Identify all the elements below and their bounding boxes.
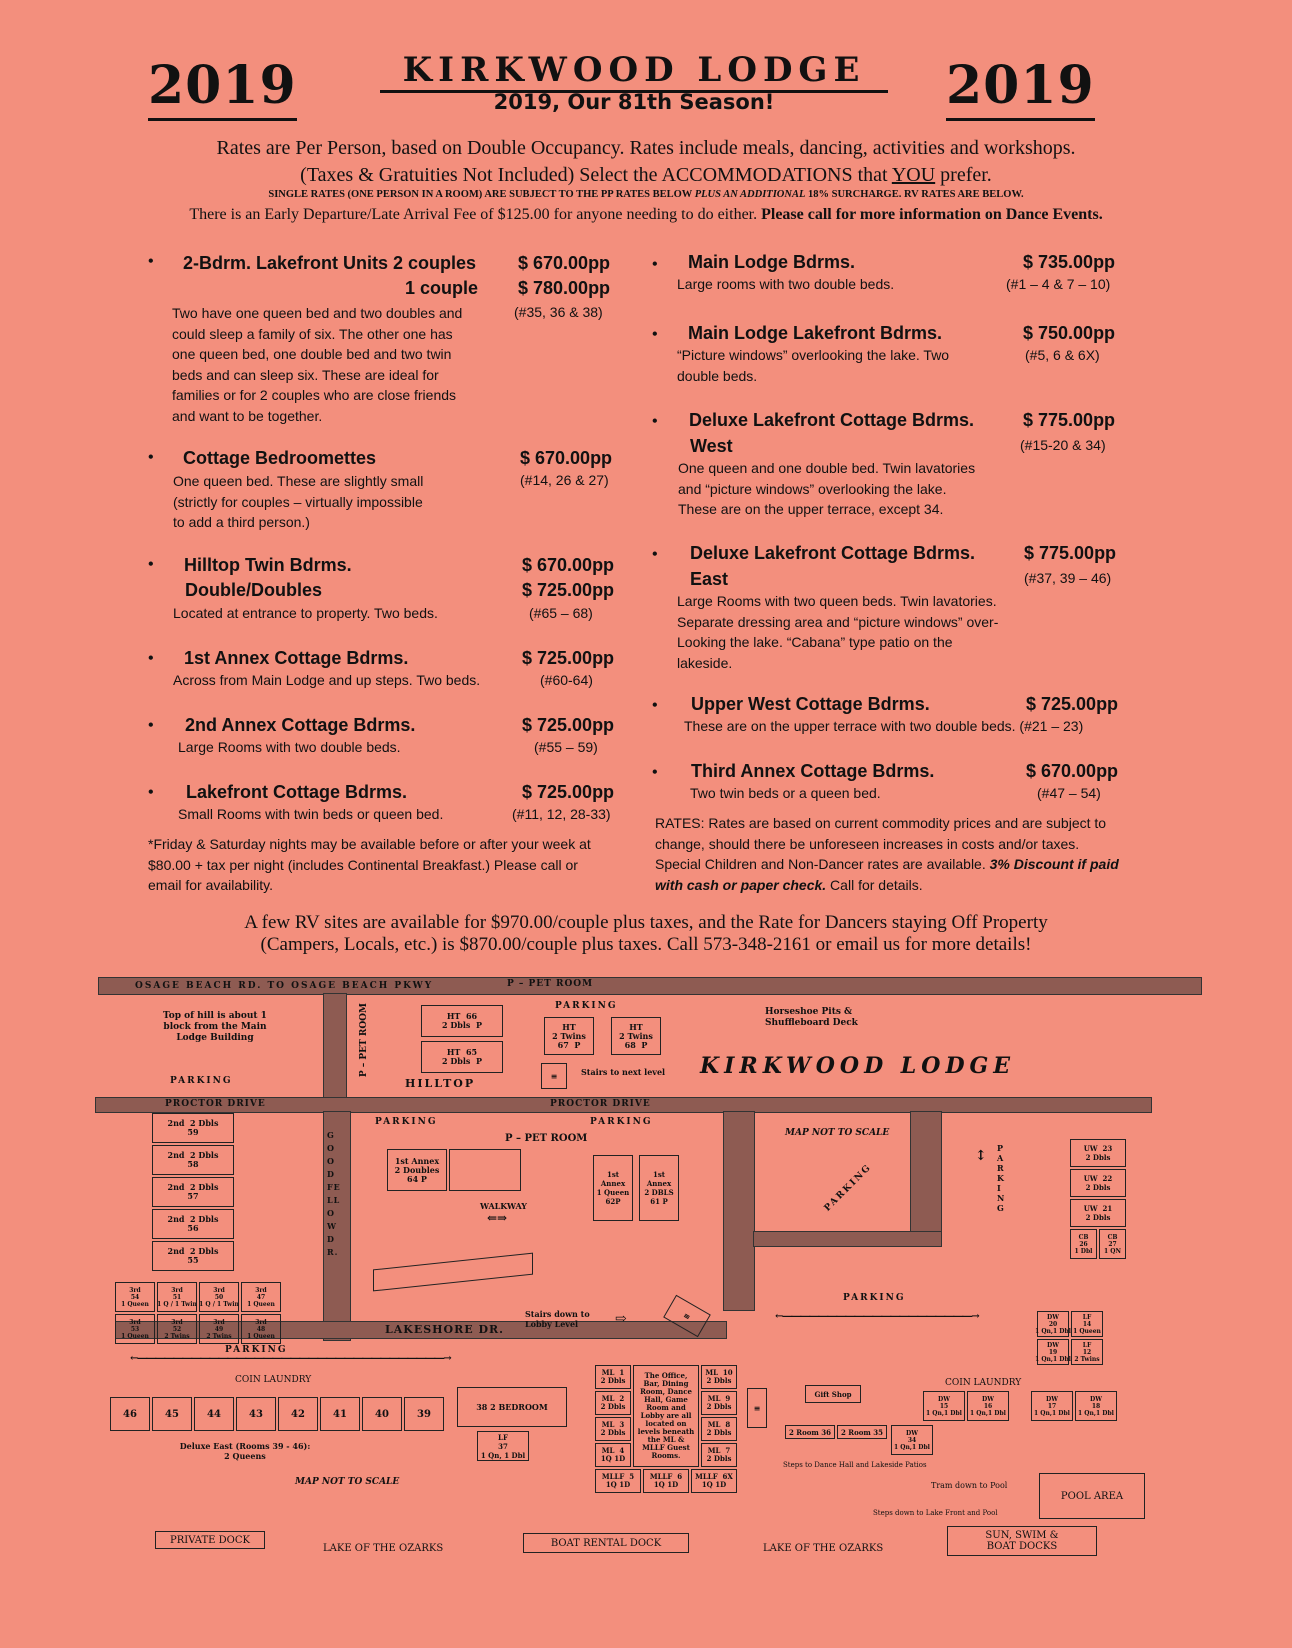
room-50: 3rd 50 1 Q / 1 Twin bbox=[199, 1282, 239, 1312]
stairs-lobby-label: Stairs down to Lobby Level bbox=[525, 1309, 590, 1329]
note-line: *Friday & Saturday nights may be available before or after your week at bbox=[148, 836, 591, 852]
room-numbers: (#11, 12, 28-33) bbox=[512, 806, 611, 822]
season-subtitle: 2019, Our 81th Season! bbox=[493, 90, 775, 114]
hilltop-66: HT 66 2 Dbls P bbox=[421, 1005, 503, 1037]
room-numbers: (#35, 36 & 38) bbox=[514, 304, 603, 320]
room-dw20: DW 20 1 Qn,1 Dbl bbox=[1037, 1311, 1069, 1337]
boat-rental-dock: BOAT RENTAL DOCK bbox=[523, 1533, 689, 1553]
east-road bbox=[910, 1111, 942, 1243]
intro-line-4-bold: Please call for more information on Dance Events. bbox=[761, 206, 1103, 223]
map-brand: KIRKWOOD LODGE bbox=[700, 1053, 1016, 1079]
rv-info bbox=[0, 912, 1292, 956]
intro-line-4 bbox=[0, 206, 1292, 224]
room-name: 2nd Annex Cottage Bdrms. bbox=[185, 715, 416, 735]
hilltop-68: HT 2 Twins 68 P bbox=[611, 1017, 661, 1055]
coin-laundry-right: COIN LAUNDRY bbox=[945, 1378, 1022, 1388]
room-description: Large rooms with two double beds. bbox=[677, 276, 895, 292]
room-name: Lakefront Cottage Bdrms. bbox=[186, 782, 408, 802]
bullet: • bbox=[148, 253, 154, 270]
room-name: Hilltop Twin Bdrms. bbox=[184, 555, 352, 575]
lake-label-right: LAKE OF THE OZARKS bbox=[763, 1543, 884, 1554]
room-dw15: DW 15 1 Qn,1 Dbl bbox=[923, 1391, 965, 1421]
bullet: • bbox=[652, 326, 658, 343]
bullet: • bbox=[148, 556, 154, 573]
pet-room-mid: P – PET ROOM bbox=[505, 1133, 588, 1144]
room-39: 39 bbox=[404, 1397, 444, 1431]
proctor-label-right: PROCTOR DRIVE bbox=[550, 1099, 651, 1109]
connector-road bbox=[753, 1231, 942, 1247]
room-mllf6x: MLLF 6X 1Q 1D bbox=[691, 1469, 737, 1493]
intro-line-2-you: YOU bbox=[891, 164, 936, 186]
room-price: $ 750.00pp bbox=[1023, 323, 1116, 343]
intro-line-2-a: (Taxes & Gratuities Not Included) Select the ACCOMMODATIONS that bbox=[300, 164, 892, 186]
desc-line: families or for 2 couples who are close friends bbox=[172, 387, 457, 403]
room-mllf5: MLLF 5 1Q 1D bbox=[595, 1469, 641, 1493]
room-name-2: Double/Doubles bbox=[185, 580, 323, 600]
room-ml2: ML 2 2 Dbls bbox=[595, 1391, 631, 1415]
bullet: • bbox=[148, 717, 154, 734]
bullet: • bbox=[148, 784, 154, 801]
room-42: 42 bbox=[278, 1397, 318, 1431]
room-name: Main Lodge Lakefront Bdrms. bbox=[688, 323, 943, 343]
pool-area: POOL AREA bbox=[1039, 1473, 1145, 1519]
goodfellow-label: GOODFELLOW DR. bbox=[327, 1130, 341, 1257]
desc-line: Large Rooms with two queen beds. Twin lavatories. bbox=[677, 593, 997, 609]
rv-line: (Campers, Locals, etc.) is $870.00/couple plus taxes. Call 573-348-2161 or email us for more details! bbox=[260, 934, 1032, 955]
room-55: 2nd 2 Dbls 55 bbox=[152, 1241, 234, 1271]
stairs-next-level: Stairs to next level bbox=[581, 1067, 666, 1077]
room-price: $ 725.00pp bbox=[1026, 694, 1119, 714]
room-52: 3rd 52 2 Twins bbox=[157, 1314, 197, 1344]
room-47: 3rd 47 1 Queen bbox=[241, 1282, 281, 1312]
room-numbers: (#55 – 59) bbox=[534, 739, 598, 755]
desc-line: One queen and one double bed. Twin lavatories bbox=[678, 460, 976, 476]
annex-block bbox=[449, 1149, 521, 1191]
room-44: 44 bbox=[194, 1397, 234, 1431]
stairs-icon: ≡ bbox=[747, 1388, 767, 1428]
room-price: $ 775.00pp bbox=[1024, 543, 1117, 563]
parking-label: PARKING bbox=[555, 1001, 618, 1011]
room-price: $ 670.00pp bbox=[522, 555, 615, 575]
property-map bbox=[95, 973, 1205, 1573]
desc-line: Two have one queen bed and two doubles and bbox=[172, 305, 463, 321]
room-56: 2nd 2 Dbls 56 bbox=[152, 1209, 234, 1239]
room-numbers: (#47 – 54) bbox=[1037, 785, 1101, 801]
note-line bbox=[655, 875, 1119, 896]
desc-line: and want to be together. bbox=[172, 407, 323, 424]
room-numbers: (#65 – 68) bbox=[529, 605, 593, 621]
desc-line: These are on the upper terrace, except 34. bbox=[678, 501, 944, 517]
note-line bbox=[655, 854, 1119, 875]
bullet: • bbox=[148, 449, 154, 466]
room-numbers: (#60-64) bbox=[540, 672, 593, 688]
gift-shop: Gift Shop bbox=[805, 1385, 861, 1403]
room-price-2: $ 780.00pp bbox=[518, 278, 611, 298]
annex-62: 1st Annex 1 Queen 62P bbox=[593, 1155, 633, 1221]
room-uw23: UW 23 2 Dbls bbox=[1070, 1139, 1126, 1167]
discount-text: 3% Discount if paid bbox=[989, 856, 1119, 872]
note-line: RATES: Rates are based on current commodity prices and are subject to bbox=[655, 815, 1107, 831]
left-right-arrow: ←――――――――――――――――――――――――――――――――――→ bbox=[130, 1353, 451, 1364]
room-uw21: UW 21 2 Dbls bbox=[1070, 1199, 1126, 1227]
lake-label-left: LAKE OF THE OZARKS bbox=[323, 1543, 444, 1554]
room-price-2: $ 725.00pp bbox=[522, 580, 615, 600]
stairs-icon: ≡ bbox=[663, 1295, 711, 1338]
desc-line: Separate dressing area and “picture windows” over- bbox=[677, 613, 999, 630]
hilltop-67: HT 2 Twins 67 P bbox=[544, 1017, 594, 1055]
arrow-right-icon: ⇨ bbox=[615, 1311, 627, 1327]
room-dw34: DW 34 1 Qn,1 Dbl bbox=[891, 1425, 933, 1455]
year-right: 2019 bbox=[946, 55, 1095, 121]
discount-text: with cash or paper check. bbox=[655, 876, 827, 893]
room-description bbox=[172, 303, 462, 426]
annex-64: 1st Annex 2 Doubles 64 P bbox=[387, 1149, 447, 1191]
stairs-icon: ≡ bbox=[541, 1063, 567, 1089]
room-dw16: DW 16 1 Qn,1 Dbl bbox=[967, 1391, 1009, 1421]
left-right-arrow: ←―――――――――――――――――――――→ bbox=[775, 1311, 979, 1322]
room-ml4: ML 4 1Q 1D bbox=[595, 1443, 631, 1467]
intro-line-3-em: PLUS AN ADDITIONAL bbox=[694, 189, 806, 200]
intro-line-3 bbox=[0, 189, 1292, 200]
pet-room-label: P – PET ROOM bbox=[507, 979, 594, 989]
room-uw22: UW 22 2 Dbls bbox=[1070, 1169, 1126, 1197]
unit-35: 2 Room 35 bbox=[837, 1425, 887, 1439]
note-line: email for availability. bbox=[148, 877, 274, 893]
bullet: • bbox=[652, 546, 658, 563]
hilltop-65: HT 65 2 Dbls P bbox=[421, 1041, 503, 1073]
desc-line: could sleep a family of six. The other one has bbox=[172, 325, 453, 342]
room-name: Cottage Bedroomettes bbox=[183, 448, 377, 468]
room-price: $ 670.00pp bbox=[518, 253, 611, 273]
pet-room-vertical: P – PET ROOM bbox=[359, 1003, 369, 1078]
room-dw18: DW 18 1 Qn,1 Dbl bbox=[1075, 1391, 1117, 1421]
room-description bbox=[678, 458, 975, 520]
room-57: 2nd 2 Dbls 57 bbox=[152, 1177, 234, 1207]
bullet: • bbox=[652, 256, 658, 273]
hill-note: Top of hill is about 1 block from the Main Lodge Building bbox=[163, 1011, 267, 1043]
desc-line: beds and can sleep six. These are ideal for bbox=[172, 366, 439, 383]
room-41: 41 bbox=[320, 1397, 360, 1431]
room-54: 3rd 54 1 Queen bbox=[115, 1282, 155, 1312]
bullet: • bbox=[652, 764, 658, 781]
private-dock: PRIVATE DOCK bbox=[155, 1531, 265, 1549]
room-ml10: ML 10 2 Dbls bbox=[701, 1365, 737, 1389]
room-description bbox=[677, 591, 998, 673]
road-label bbox=[135, 981, 433, 991]
map-not-to-scale: MAP NOT TO SCALE bbox=[785, 1128, 890, 1138]
room-price: $ 725.00pp bbox=[522, 782, 615, 802]
room-46: 46 bbox=[110, 1397, 150, 1431]
parking-vertical: PARKING bbox=[997, 1143, 1005, 1213]
stairs-dance-label: Steps to Dance Hall and Lakeside Patios bbox=[783, 1461, 927, 1469]
bullet: • bbox=[148, 650, 154, 667]
rates-note bbox=[655, 813, 1119, 895]
proctor-label-left: PROCTOR DRIVE bbox=[165, 1099, 266, 1109]
room-name: Upper West Cottage Bdrms. bbox=[691, 694, 930, 714]
room-price: $ 670.00pp bbox=[520, 448, 613, 468]
desc-line: lakeside. bbox=[677, 654, 733, 671]
parking-label: PARKING bbox=[590, 1117, 653, 1127]
room-cb27: CB 27 1 QN bbox=[1099, 1229, 1126, 1259]
office-block: The Office, Bar, Dining Room, Dance Hall, Game Room and Lobby are all located on levels beneath the ML & MLLF Guest Rooms. bbox=[633, 1365, 699, 1467]
desc-line: One queen bed. These are slightly small bbox=[173, 473, 424, 489]
room-58: 2nd 2 Dbls 58 bbox=[152, 1145, 234, 1175]
parking-label: PARKING bbox=[225, 1345, 288, 1355]
room-numbers: (#37, 39 – 46) bbox=[1024, 570, 1112, 586]
room-price: $ 725.00pp bbox=[522, 648, 615, 668]
parking-label: PARKING bbox=[843, 1293, 906, 1303]
parking-label: PARKING bbox=[375, 1117, 438, 1127]
room-name-2: East bbox=[690, 569, 729, 589]
parking-label: PARKING bbox=[170, 1076, 233, 1086]
unit-36: 2 Room 36 bbox=[785, 1425, 835, 1439]
swim-docks: SUN, SWIM & BOAT DOCKS bbox=[947, 1526, 1097, 1556]
desc-line: one queen bed, one double bed and two twin bbox=[172, 346, 452, 362]
room-59: 2nd 2 Dbls 59 bbox=[152, 1113, 234, 1143]
room-lf37: LF 37 1 Qn, 1 Dbl bbox=[477, 1431, 529, 1461]
desc-line: to add a third person.) bbox=[173, 514, 310, 530]
desc-line: and “picture windows” overlooking the lake. bbox=[678, 480, 947, 497]
room-description bbox=[173, 471, 423, 533]
room-40: 40 bbox=[362, 1397, 402, 1431]
intro-line-3-a: SINGLE RATES (ONE PERSON IN A ROOM) ARE SUBJECT TO THE PP RATES BELOW bbox=[268, 189, 695, 200]
room-48: 3rd 48 1 Queen bbox=[241, 1314, 281, 1344]
desc-line: Looking the lake. “Cabana” type patio on the bbox=[677, 634, 953, 650]
note-text: Special Children and Non-Dancer rates are available. bbox=[655, 856, 990, 872]
room-numbers: (#5, 6 & 6X) bbox=[1025, 347, 1100, 363]
desc-line: double beds. bbox=[677, 367, 758, 384]
hilltop-label: HILLTOP bbox=[405, 1077, 476, 1090]
brand-title: KIRKWOOD LODGE bbox=[380, 50, 888, 93]
updown-arrow-icon: ↕ bbox=[975, 1148, 987, 1164]
room-cb26: CB 26 1 Dbl bbox=[1070, 1229, 1097, 1259]
note-text: Call for details. bbox=[826, 876, 923, 893]
room-53: 3rd 53 1 Queen bbox=[115, 1314, 155, 1344]
year-left: 2019 bbox=[148, 55, 297, 121]
room-description bbox=[677, 345, 949, 386]
room-description: Located at entrance to property. Two beds. bbox=[173, 605, 438, 621]
intro-line-3-b: 18% SURCHARGE. RV RATES ARE BELOW. bbox=[805, 189, 1024, 200]
room-ml1: ML 1 2 Dbls bbox=[595, 1365, 631, 1389]
room-name: Third Annex Cottage Bdrms. bbox=[691, 761, 935, 781]
room-description: Across from Main Lodge and up steps. Two beds. bbox=[173, 672, 481, 688]
room-name-2: West bbox=[690, 436, 733, 456]
room-name: Deluxe Lakefront Cottage Bdrms. bbox=[690, 543, 976, 563]
coin-laundry-left: COIN LAUNDRY bbox=[235, 1375, 312, 1385]
desc-line: “Picture windows” overlooking the lake. Two bbox=[677, 347, 950, 363]
lakeshore-label: LAKESHORE DR. bbox=[385, 1323, 504, 1336]
lodge-road bbox=[723, 1111, 755, 1311]
room-description: Two twin beds or a queen bed. bbox=[690, 785, 881, 801]
intro-line-2-b: prefer. bbox=[935, 164, 992, 186]
room-ml9: ML 9 2 Dbls bbox=[701, 1391, 737, 1415]
room-51: 3rd 51 1 Q / 1 Twin bbox=[157, 1282, 197, 1312]
tram-label: Tram down to Pool bbox=[931, 1481, 1008, 1490]
unit-38: 38 2 BEDROOM bbox=[457, 1387, 567, 1427]
room-price: $ 735.00pp bbox=[1023, 252, 1116, 272]
room-45: 45 bbox=[152, 1397, 192, 1431]
room-description: These are on the upper terrace with two double beds. (#21 – 23) bbox=[684, 718, 1084, 734]
horseshoe-label: Horseshoe Pits & Shuffleboard Deck bbox=[765, 1007, 858, 1028]
intro-line-1: Rates are Per Person, based on Double Occupancy. Rates include meals, dancing, activities and workshops. bbox=[216, 137, 1076, 159]
bullet: • bbox=[652, 697, 658, 714]
room-numbers: (#1 – 4 & 7 – 10) bbox=[1006, 276, 1111, 292]
deluxe-east-note: Deluxe East (Rooms 39 - 46): 2 Queens bbox=[179, 1441, 311, 1461]
room-name: Main Lodge Bdrms. bbox=[688, 252, 856, 272]
room-price: $ 725.00pp bbox=[522, 715, 615, 735]
walkway-arrow: ⇐⇒ bbox=[487, 1211, 508, 1225]
room-43: 43 bbox=[236, 1397, 276, 1431]
walkway-label: WALKWAY bbox=[480, 1201, 527, 1211]
room-name: 2-Bdrm. Lakefront Units 2 couples bbox=[183, 253, 477, 273]
room-mllf6: MLLF 6 1Q 1D bbox=[643, 1469, 689, 1493]
note-line: $80.00 + tax per night (includes Continental Breakfast.) Please call or bbox=[148, 856, 578, 873]
room-name-2: 1 couple bbox=[405, 278, 479, 298]
room-ml8: ML 8 2 Dbls bbox=[701, 1417, 737, 1441]
weekend-note bbox=[148, 834, 591, 896]
bullet: • bbox=[652, 413, 658, 430]
parking-diagonal: PARKING bbox=[822, 1162, 874, 1214]
room-description: Small Rooms with twin beds or queen bed. bbox=[178, 806, 444, 822]
room-49: 3rd 49 2 Twins bbox=[199, 1314, 239, 1344]
room-price: $ 670.00pp bbox=[1026, 761, 1119, 781]
room-lf14: LF 14 1 Queen bbox=[1071, 1311, 1103, 1337]
rv-line: A few RV sites are available for $970.00/couple plus taxes, and the Rate for Dancers staying Off Property bbox=[244, 912, 1048, 933]
room-name: 1st Annex Cottage Bdrms. bbox=[184, 648, 409, 668]
note-line: change, should there be unforeseen increases in costs and/or taxes. bbox=[655, 835, 1080, 852]
road-label-text: OSAGE BEACH RD. TO OSAGE BEACH PKWY bbox=[135, 981, 434, 991]
intro-line-2 bbox=[0, 164, 1292, 187]
stairs-lake-label: Steps down to Lake Front and Pool bbox=[873, 1509, 998, 1517]
annex-61: 1st Annex 2 DBLS 61 P bbox=[639, 1155, 679, 1221]
desc-line: (strictly for couples – virtually impossible bbox=[173, 493, 423, 510]
intro-line-4-a: There is an Early Departure/Late Arrival Fee of $125.00 for anyone needing to do either. bbox=[189, 206, 762, 223]
room-numbers: (#15-20 & 34) bbox=[1020, 437, 1106, 453]
room-ml3: ML 3 2 Dbls bbox=[595, 1417, 631, 1441]
map-not-to-scale: MAP NOT TO SCALE bbox=[295, 1477, 400, 1487]
walkway-path bbox=[373, 1253, 533, 1292]
room-dw17: DW 17 1 Qn,1 Dbl bbox=[1031, 1391, 1073, 1421]
room-lf12: LF 12 2 Twins bbox=[1071, 1339, 1103, 1365]
room-dw19: DW 19 1 Qn,1 Dbl bbox=[1037, 1339, 1069, 1365]
room-price: $ 775.00pp bbox=[1023, 410, 1116, 430]
room-ml7: ML 7 2 Dbls bbox=[701, 1443, 737, 1467]
room-name: Deluxe Lakefront Cottage Bdrms. bbox=[689, 410, 975, 430]
room-description: Large Rooms with two double beds. bbox=[178, 739, 401, 755]
room-numbers: (#14, 26 & 27) bbox=[520, 472, 609, 488]
